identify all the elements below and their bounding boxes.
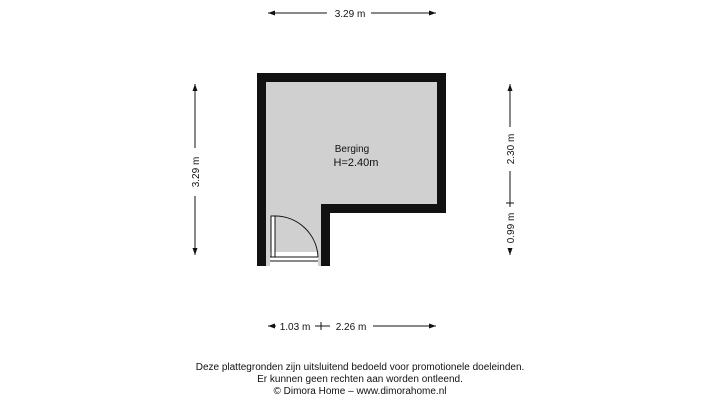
dimension-right [506, 84, 517, 255]
disclaimer-line-1: Deze plattegronden zijn uitsluitend bedoeld voor promotionele doeleinden. [195, 362, 525, 373]
dimension-top-label: 3.29 m [334, 9, 366, 20]
room-name: Berging [334, 144, 370, 155]
dimension-left-label: 3.29 m [191, 156, 202, 188]
dimension-top [268, 9, 436, 20]
room-height: H=2.40m [333, 157, 379, 169]
dimension-bottom-left-label: 1.03 m [279, 322, 311, 333]
door-opening [270, 252, 318, 266]
disclaimer [0, 362, 720, 398]
door-leaf [271, 216, 275, 257]
disclaimer-line-3: © Dimora Home – www.dimorahome.nl [273, 386, 447, 397]
dimension-left [191, 84, 202, 255]
disclaimer-line-2: Er kunnen geen rechten aan worden ontleend. [257, 374, 463, 385]
room-floor [266, 82, 437, 266]
dimension-bottom [268, 322, 436, 333]
dimension-right-upper-label: 2.30 m [506, 133, 517, 165]
room-berging [257, 73, 446, 266]
dimension-bottom-right-label: 2.26 m [335, 322, 367, 333]
dimension-right-lower-label: 0.99 m [506, 212, 517, 244]
